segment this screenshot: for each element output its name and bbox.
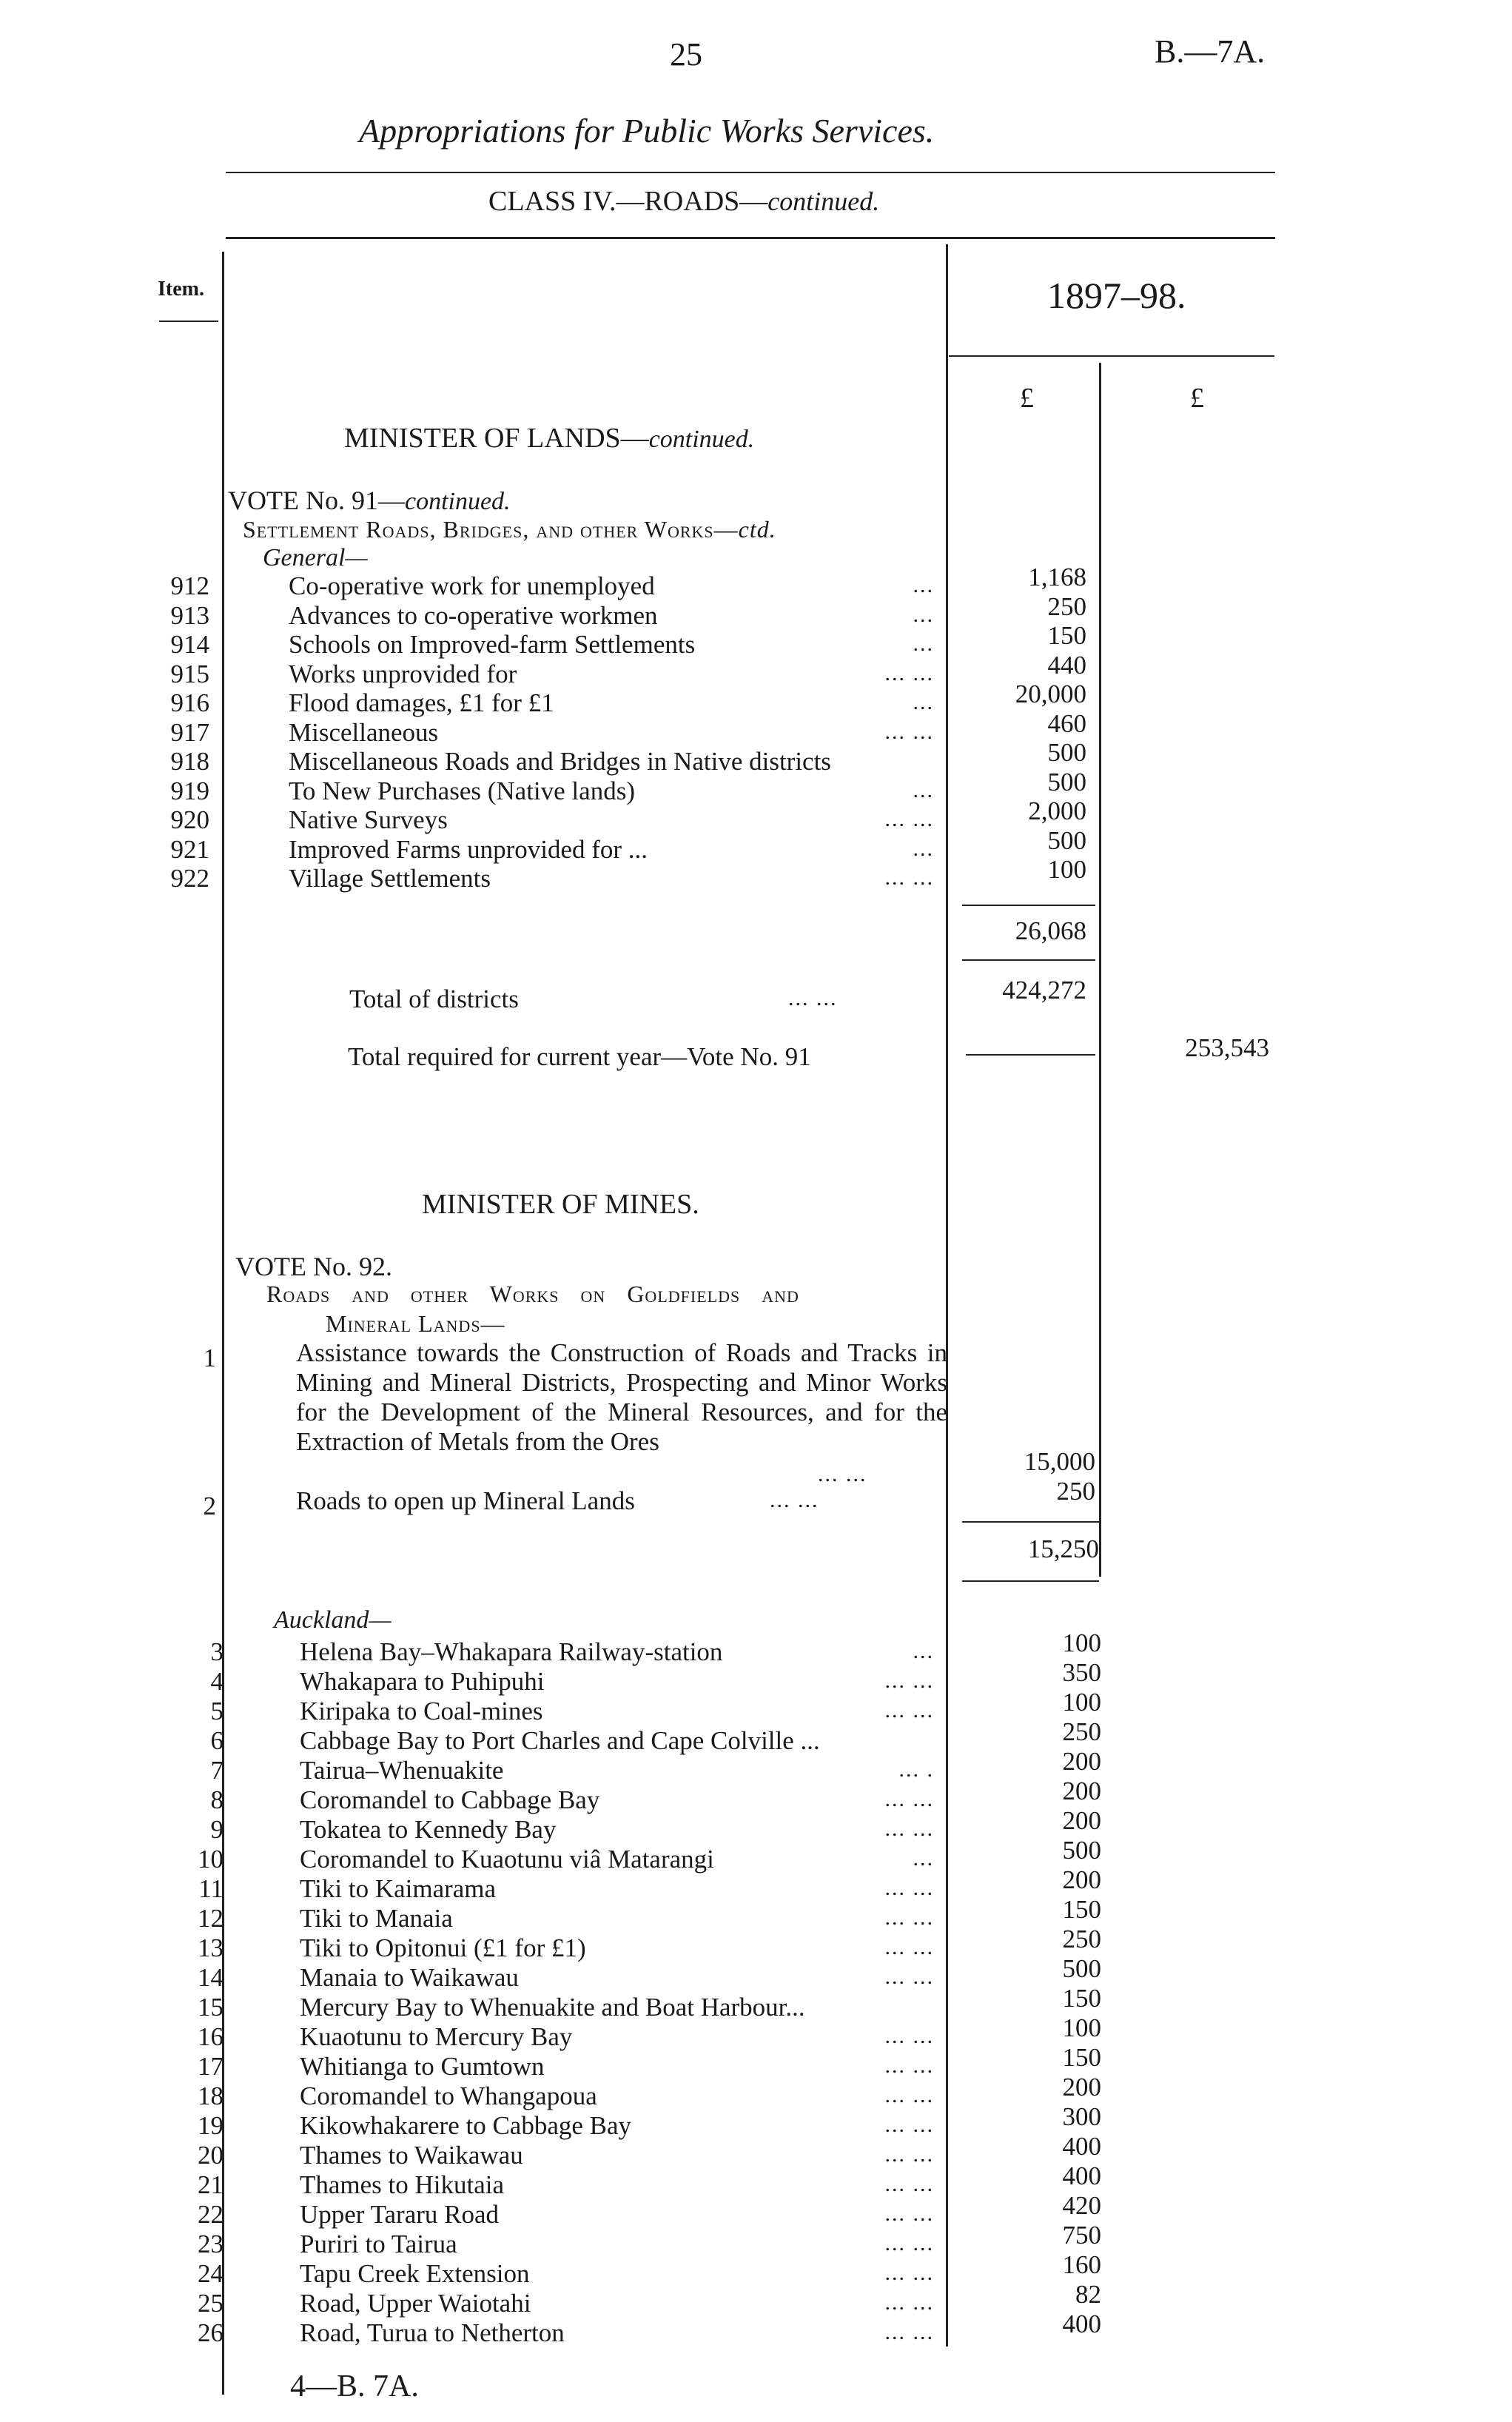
subtotal-rule-mines-below xyxy=(962,1580,1099,1582)
item-number: 920 xyxy=(170,805,209,834)
subtotal-rule-lands-below xyxy=(962,959,1095,961)
item-number: 22 xyxy=(198,2200,224,2229)
item-number: 26 xyxy=(198,2318,224,2347)
vote-92-heading: VOTE No. 92. xyxy=(235,1252,392,1281)
leader-dots: ... xyxy=(913,1846,934,1871)
vote-91-label: VOTE No. 91— xyxy=(228,486,405,515)
leader-dots: ... xyxy=(913,631,934,656)
item-amount: 2,000 xyxy=(1028,796,1086,825)
item-number: 922 xyxy=(170,864,209,893)
item-number: 915 xyxy=(170,659,209,688)
item-number: 7 xyxy=(210,1756,224,1785)
item-number: 914 xyxy=(170,630,209,659)
item-amount: 250 xyxy=(1062,1717,1101,1746)
vote-91-suffix: continued. xyxy=(404,488,511,515)
item-amount: 150 xyxy=(1062,1895,1101,1924)
item-description: Tairua–Whenuakite xyxy=(300,1756,504,1785)
item-description: Advances to co-operative workmen xyxy=(289,600,658,630)
item-amount: 1,168 xyxy=(1028,563,1086,591)
item-description: Tapu Creek Extension xyxy=(300,2259,530,2288)
item-description: Works unprovided for xyxy=(289,659,517,688)
item-amount: 500 xyxy=(1062,1954,1101,1983)
settlement-roads-subhead-main: Settlement Roads, Bridges, and other Works— xyxy=(243,516,739,543)
item-amount: 400 xyxy=(1062,2309,1101,2338)
class-heading xyxy=(488,185,879,218)
item-amount: 100 xyxy=(1062,2013,1101,2042)
leader-dots: ... ... xyxy=(884,1935,934,1959)
class-heading-main: CLASS IV.—ROADS— xyxy=(488,186,768,217)
item-description: Tiki to Opitonui (£1 for £1) xyxy=(300,1933,586,1962)
leader-dots: ... ... xyxy=(884,2142,934,2167)
settlement-roads-subhead-suffix: ctd. xyxy=(738,516,776,543)
item-number: 20 xyxy=(198,2141,224,2170)
total-required-label: Total required for current year—Vote No. 91 xyxy=(348,1042,811,1071)
total-required-value: 253,543 xyxy=(1185,1033,1269,1062)
leader-dots: ... xyxy=(913,573,934,597)
item-amount: 440 xyxy=(1047,650,1086,680)
mineral-lands-roads-value: 250 xyxy=(1056,1477,1095,1506)
mineral-assistance-dots: ... ... xyxy=(818,1462,867,1486)
item-amount: 300 xyxy=(1062,2102,1101,2131)
item-number: 24 xyxy=(198,2259,224,2288)
leader-dots: ... ... xyxy=(884,1787,934,1811)
leader-dots: ... ... xyxy=(884,1965,934,1989)
leader-dots: ... ... xyxy=(884,660,934,685)
item-description: Village Settlements xyxy=(289,864,491,893)
item-number: 919 xyxy=(170,776,209,805)
item-number: 916 xyxy=(170,688,209,717)
item-number: 912 xyxy=(170,571,209,600)
item-number: 16 xyxy=(198,2022,224,2051)
leader-dots: ... ... xyxy=(884,1698,934,1722)
item-amount: 100 xyxy=(1062,1628,1101,1657)
item-description: Thames to Waikawau xyxy=(300,2141,523,2170)
item-description: Improved Farms unprovided for ... xyxy=(289,834,648,864)
page-footer: 4—B. 7A. xyxy=(290,2369,419,2403)
mines-subhead-line2: Mineral Lands— xyxy=(326,1310,505,1337)
item-description: Coromandel to Cabbage Bay xyxy=(300,1785,600,1814)
item-number: 11 xyxy=(198,1874,224,1903)
item-description: Upper Tararu Road xyxy=(300,2200,500,2229)
header-rule xyxy=(226,237,1275,239)
item-description: Whakapara to Puhipuhi xyxy=(300,1667,545,1696)
leader-dots: ... ... xyxy=(884,2201,934,2226)
item-description: Miscellaneous Roads and Bridges in Native districts xyxy=(289,747,831,776)
item-amount: 200 xyxy=(1062,1806,1101,1835)
item-number: 913 xyxy=(170,600,209,630)
item-amount: 200 xyxy=(1062,1777,1101,1805)
section-heading-lands-suffix: continued. xyxy=(648,426,755,453)
item-description: Miscellaneous xyxy=(289,717,439,747)
title-rule xyxy=(226,172,1275,173)
item-amount: 250 xyxy=(1047,591,1086,621)
total-districts-dots: ... ... xyxy=(788,986,838,1010)
item-number: 17 xyxy=(198,2052,224,2081)
page-title: Appropriations for Public Works Services. xyxy=(359,112,935,150)
item-description: Co-operative work for unemployed xyxy=(289,571,655,600)
item-amount: 150 xyxy=(1062,2043,1101,2072)
item-description: Tokatea to Kennedy Bay xyxy=(300,1815,557,1844)
item-number: 23 xyxy=(198,2230,224,2258)
item-description: Tiki to Kaimarama xyxy=(300,1874,497,1903)
document-reference: B.—7A. xyxy=(1155,33,1266,70)
item-amount: 160 xyxy=(1062,2250,1101,2279)
currency-header-1: £ xyxy=(1020,383,1034,414)
leader-dots: ... ... xyxy=(884,807,934,831)
total-districts-label: Total of districts xyxy=(349,984,519,1013)
leader-dots: ... ... xyxy=(884,2231,934,2255)
item-number: 18 xyxy=(198,2081,224,2110)
item-amount: 400 xyxy=(1062,2161,1101,2190)
leader-dots: ... xyxy=(913,1639,934,1663)
item-amount: 500 xyxy=(1047,825,1086,855)
item-number: 6 xyxy=(210,1726,224,1755)
leader-dots: ... ... xyxy=(884,2053,934,2078)
leader-dots: ... xyxy=(913,836,934,861)
item-description: Helena Bay–Whakapara Railway-station xyxy=(300,1637,723,1666)
leader-dots: ... xyxy=(913,777,934,802)
mineral-assistance-value: 15,000 xyxy=(1024,1447,1095,1476)
item-description: Puriri to Tairua xyxy=(300,2230,457,2258)
item-column-header: Item. xyxy=(158,278,204,301)
leader-dots: ... . xyxy=(898,1757,934,1782)
item-amount: 250 xyxy=(1062,1925,1101,1953)
mineral-assistance-text: Assistance towards the Construction of Roads and Tracks in Mining and Mineral Districts, Prospecting and Minor Works for the Development of the Mineral Resources, and for the Extraction of Metals from the Ores xyxy=(296,1338,947,1456)
item-amount: 400 xyxy=(1062,2132,1101,2161)
item-description: Thames to Hikutaia xyxy=(300,2170,505,2199)
item-description: To New Purchases (Native lands) xyxy=(289,776,635,805)
item-description: Cabbage Bay to Port Charles and Cape Colville ... xyxy=(300,1726,820,1755)
item-amount: 460 xyxy=(1047,708,1086,738)
section-heading-lands xyxy=(344,422,754,454)
item-number: 8 xyxy=(210,1785,224,1814)
item-number: 13 xyxy=(198,1933,224,1962)
leader-dots: ... ... xyxy=(884,1816,934,1841)
leader-dots: ... xyxy=(913,690,934,714)
item-amount: 200 xyxy=(1062,1747,1101,1776)
leader-dots: ... ... xyxy=(884,2113,934,2137)
item-number: 2 xyxy=(203,1492,216,1520)
year-header-rule xyxy=(949,355,1274,357)
leader-dots: ... ... xyxy=(884,2024,934,2048)
section-heading-mines: MINISTER OF MINES. xyxy=(422,1189,699,1220)
item-description: Kikowhakarere to Cabbage Bay xyxy=(300,2111,632,2140)
leader-dots: ... ... xyxy=(884,2172,934,2196)
item-number: 19 xyxy=(198,2111,224,2140)
item-amount: 82 xyxy=(1075,2280,1101,2309)
item-amount: 500 xyxy=(1047,738,1086,767)
item-number: 10 xyxy=(198,1845,224,1873)
leader-dots: ... ... xyxy=(884,2320,934,2344)
item-amount: 100 xyxy=(1062,1688,1101,1717)
page-number: 25 xyxy=(670,36,702,73)
settlement-roads-subhead xyxy=(243,516,776,543)
item-amount: 20,000 xyxy=(1015,680,1086,708)
leader-dots: ... ... xyxy=(884,1905,934,1930)
item-description: Road, Turua to Netherton xyxy=(300,2318,565,2347)
item-number: 15 xyxy=(198,1993,224,2022)
total-required-dash xyxy=(966,1054,1095,1056)
item-description: Tiki to Manaia xyxy=(300,1904,453,1933)
currency-header-2: £ xyxy=(1190,383,1204,414)
item-number: 4 xyxy=(210,1667,224,1696)
item-amount: 750 xyxy=(1062,2221,1101,2250)
vote-91-heading xyxy=(228,485,511,516)
item-description: Kuaotunu to Mercury Bay xyxy=(300,2022,573,2051)
item-amount: 500 xyxy=(1047,767,1086,796)
region-auckland: Auckland— xyxy=(274,1606,392,1634)
year-column-header: 1897–98. xyxy=(1047,275,1186,316)
item-description: Whitianga to Gumtown xyxy=(300,2052,545,2081)
item-description: Coromandel to Kuaotunu viâ Matarangi xyxy=(300,1845,714,1873)
item-number: 918 xyxy=(170,747,209,776)
description-column-divider xyxy=(946,244,948,2346)
item-number: 5 xyxy=(210,1697,224,1725)
region-general: General— xyxy=(263,544,368,571)
item-number: 9 xyxy=(210,1815,224,1844)
total-districts-value: 424,272 xyxy=(1002,976,1086,1004)
item-description: Coromandel to Whangapoua xyxy=(300,2081,597,2110)
item-number: 917 xyxy=(170,717,209,747)
subtotal-rule-mines xyxy=(962,1521,1099,1523)
leader-dots: ... ... xyxy=(884,719,934,744)
mineral-lands-roads-dots: ... ... xyxy=(770,1488,819,1512)
item-number: 25 xyxy=(198,2289,224,2318)
item-amount: 100 xyxy=(1047,855,1086,884)
item-description: Schools on Improved-farm Settlements xyxy=(289,630,696,659)
item-number: 14 xyxy=(198,1963,224,1992)
mineral-lands-roads-description: Roads to open up Mineral Lands xyxy=(296,1486,635,1515)
item-description: Flood damages, £1 for £1 xyxy=(289,688,554,717)
leader-dots: ... ... xyxy=(884,2261,934,2285)
item-amount: 150 xyxy=(1062,1984,1101,2013)
item-number: 12 xyxy=(198,1904,224,1933)
subtotal-lands: 26,068 xyxy=(1015,916,1086,945)
leader-dots: ... ... xyxy=(884,1668,934,1693)
item-amount: 150 xyxy=(1047,621,1086,650)
item-description: Kiripaka to Coal-mines xyxy=(300,1697,543,1725)
item-description: Native Surveys xyxy=(289,805,448,834)
mines-subhead-line1: Roads and other Works on Goldfields and xyxy=(266,1281,799,1307)
item-amount: 350 xyxy=(1062,1658,1101,1687)
leader-dots: ... ... xyxy=(884,865,934,890)
item-header-rule xyxy=(159,321,218,322)
item-number: 21 xyxy=(198,2170,224,2199)
item-amount: 200 xyxy=(1062,1865,1101,1894)
item-description: Road, Upper Waiotahi xyxy=(300,2289,531,2318)
item-number: 921 xyxy=(170,834,209,864)
class-heading-suffix: continued. xyxy=(767,187,880,216)
leader-dots: ... ... xyxy=(884,2083,934,2107)
item-amount: 500 xyxy=(1062,1836,1101,1865)
item-amount: 200 xyxy=(1062,2073,1101,2101)
leader-dots: ... ... xyxy=(884,1876,934,1900)
item-number: 3 xyxy=(210,1637,224,1666)
item-description: Manaia to Waikawau xyxy=(300,1963,519,1992)
section-heading-lands-main: MINISTER OF LANDS— xyxy=(344,423,649,454)
item-description: Mercury Bay to Whenuakite and Boat Harbour... xyxy=(300,1993,805,2022)
subtotal-rule-lands xyxy=(962,905,1095,906)
leader-dots: ... ... xyxy=(884,2290,934,2315)
leader-dots: ... xyxy=(913,602,934,627)
subtotal-mines: 15,250 xyxy=(1027,1534,1099,1563)
item-number: 1 xyxy=(203,1343,216,1372)
item-amount: 420 xyxy=(1062,2191,1101,2220)
amount-column-divider xyxy=(1099,363,1101,1577)
mineral-assistance-description xyxy=(296,1338,947,1457)
